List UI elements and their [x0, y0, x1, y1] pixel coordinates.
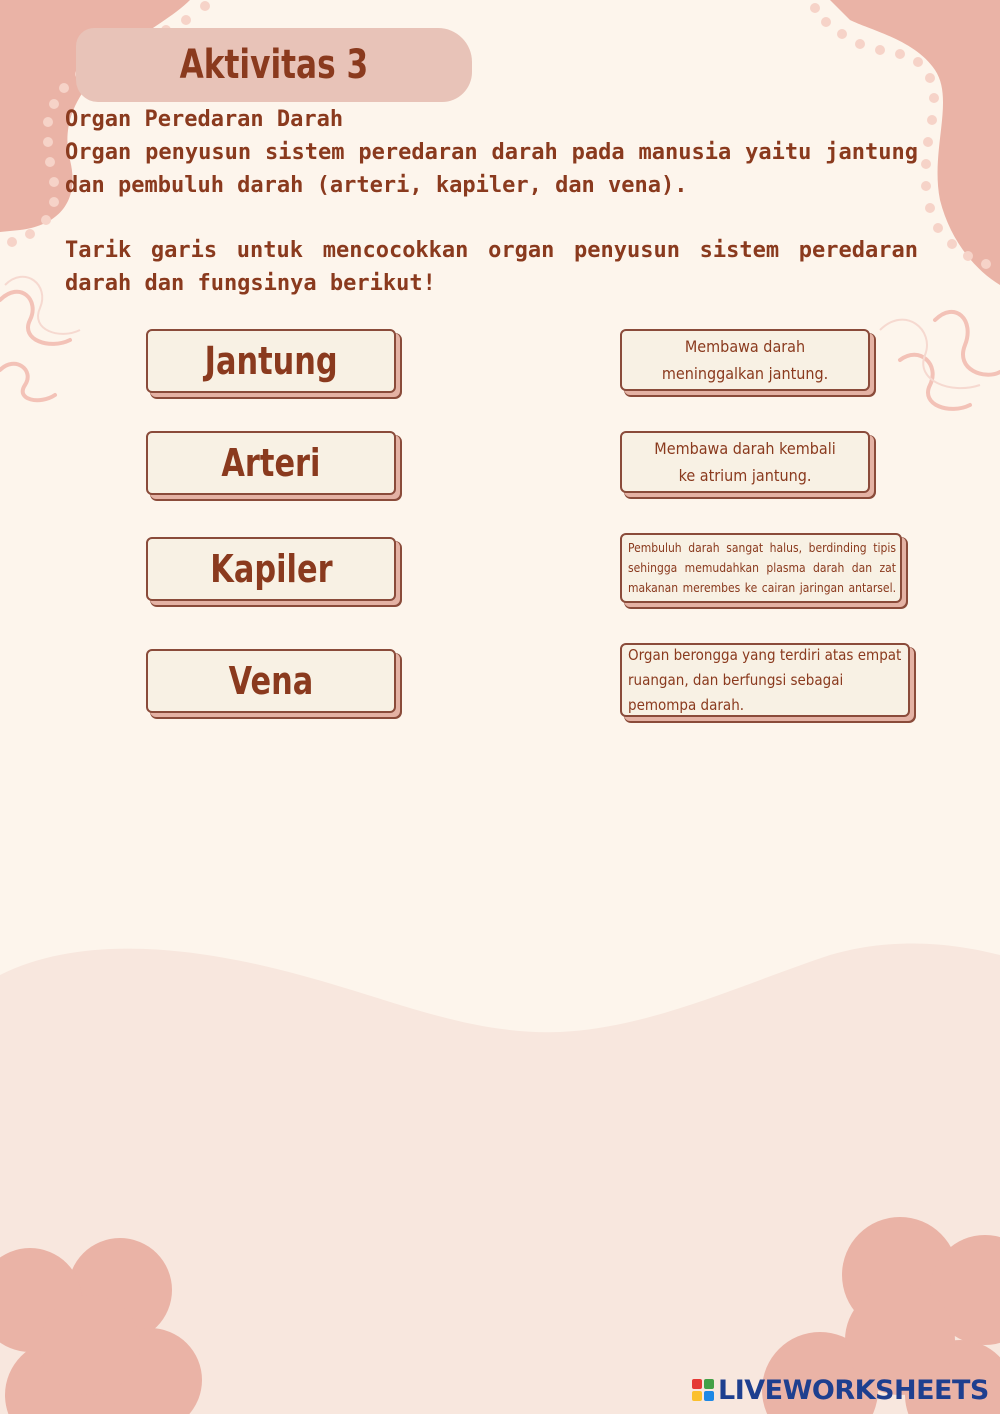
organ-label: Vena	[228, 659, 314, 703]
function-text: Pembuluh darah sangat halus, berdinding tipis sehingga memudahkan plasma darah dan zat makanan merembes ke cairan jaringan antarsel.	[628, 541, 896, 595]
instruction-paragraph: Tarik garis untuk mencocokkan organ penyusun sistem peredaran darah dan fungsinya berikut!	[65, 238, 918, 296]
brand-name: LIVEWORKSHEETS	[718, 1374, 989, 1406]
organ-card-jantung[interactable]	[146, 329, 396, 393]
function-card-3[interactable]	[620, 533, 902, 603]
liveworksheets-brand	[692, 1373, 989, 1407]
intro-paragraph: Organ penyusun sistem peredaran darah pada manusia yaitu jantung dan pembuluh darah (arteri, kapiler, dan vena).	[65, 140, 918, 198]
function-text: Membawa darah kembali ke atrium jantung.	[654, 439, 836, 485]
organ-label: Jantung	[204, 339, 338, 383]
function-text: Organ berongga yang terdiri atas empat ruangan, dan berfungsi sebagai pemompa darah.	[628, 645, 902, 714]
function-card-2[interactable]	[620, 431, 870, 493]
organ-label: Arteri	[221, 441, 321, 485]
organ-card-kapiler[interactable]	[146, 537, 396, 601]
title-banner	[76, 28, 472, 102]
organ-card-arteri[interactable]	[146, 431, 396, 495]
left-squiggles	[0, 292, 70, 400]
page-title: Aktivitas 3	[179, 42, 369, 88]
function-card-4[interactable]	[620, 643, 910, 717]
organ-label: Kapiler	[209, 547, 333, 591]
function-card-1[interactable]	[620, 329, 870, 391]
section-subheading: Organ Peredaran Darah	[65, 107, 344, 132]
organ-card-vena[interactable]	[146, 649, 396, 713]
function-text: Membawa darah meninggalkan jantung.	[661, 337, 829, 383]
right-squiggles-thin	[880, 320, 980, 388]
right-squiggles	[900, 312, 1000, 409]
liveworksheets-logo-icon	[692, 1379, 714, 1401]
